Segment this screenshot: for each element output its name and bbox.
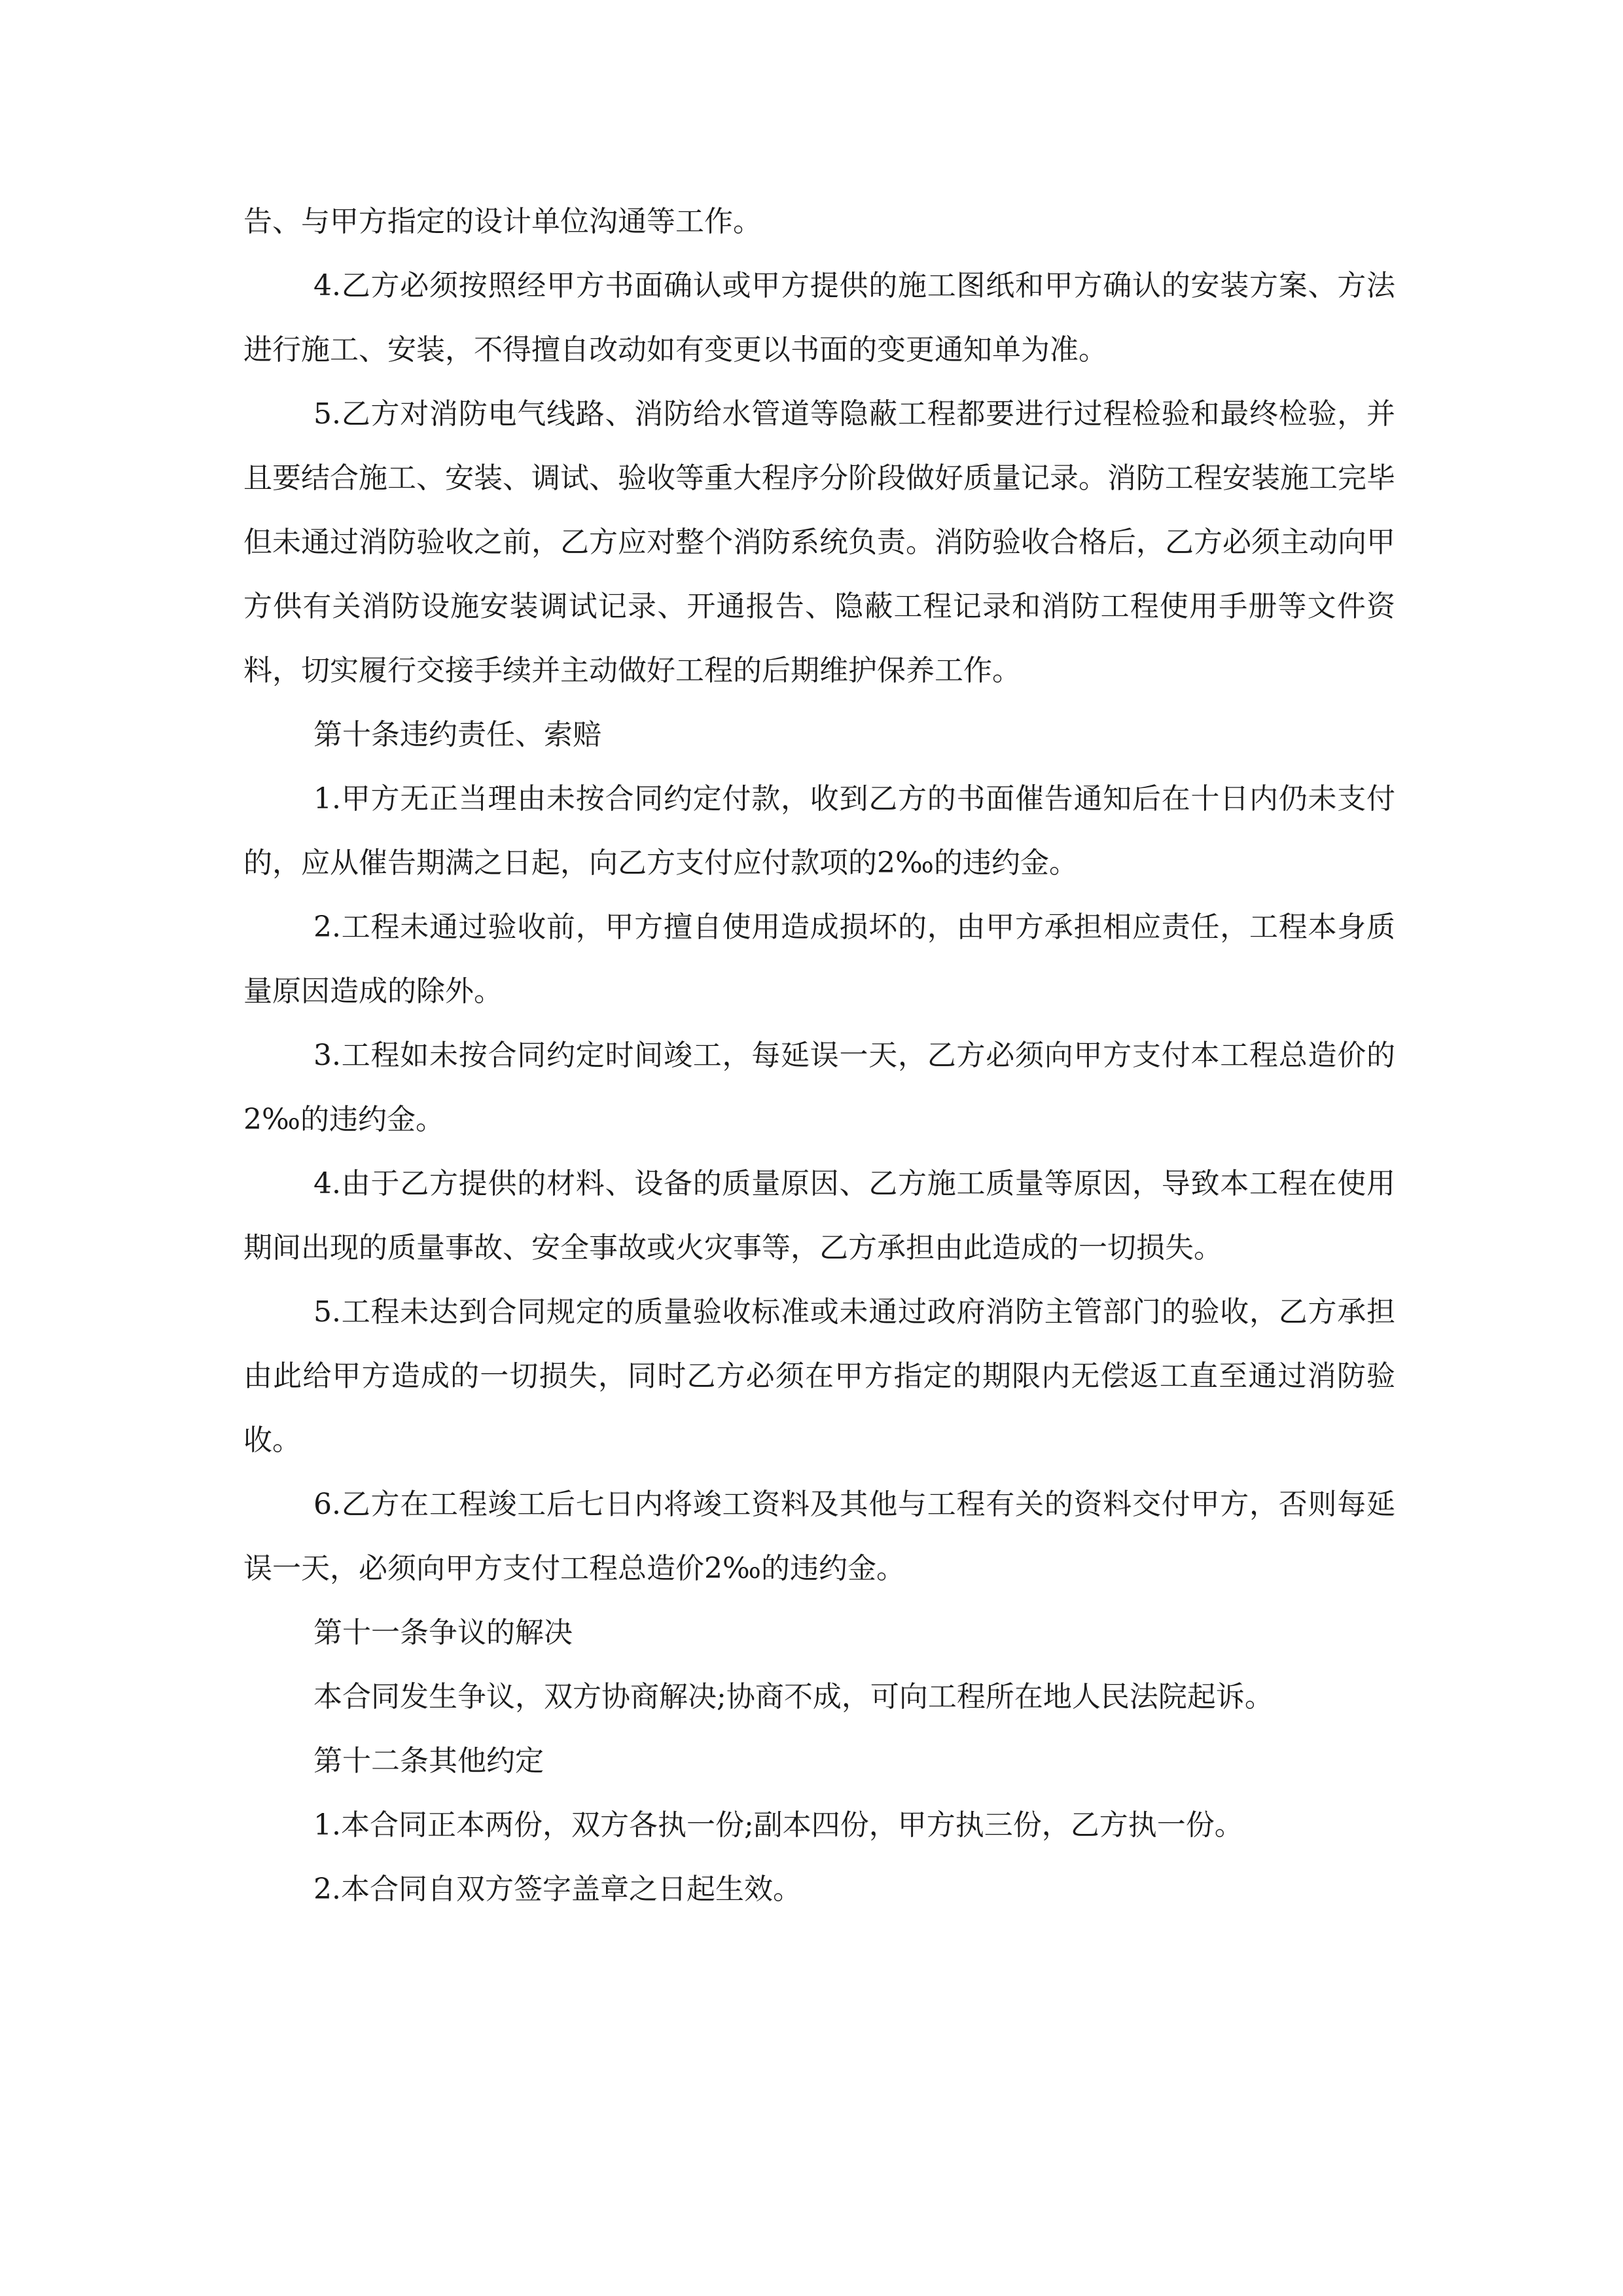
paragraph-article-10-item-4: 4.由于乙方提供的材料、设备的质量原因、乙方施工质量等原因，导致本工程在使用期间出现的质量事故、安全事故或火灾事等，乙方承担由此造成的一切损失。 xyxy=(243,1167,1395,1265)
paragraph-article-12-item-1: 1.本合同正本两份，双方各执一份;副本四份，甲方执三份，乙方执一份。 xyxy=(313,1808,1243,1842)
paragraph-clause-5: 5.乙方对消防电气线路、消防给水管道等隐蔽工程都要进行过程检验和最终检验，并且要结合施工、安装、调试、验收等重大程序分阶段做好质量记录。消防工程安装施工完毕但未通过消防验收之前，乙方应对整个消防系统负责。消防验收合格后，乙方必须主动向甲方供有关消防设施安装调试记录、开通报告、隐蔽工程记录和消防工程使用手册等文件资料，切实履行交接手续并主动做好工程的后期维护保养工作。 xyxy=(243,397,1395,687)
paragraph-article-12-item-2: 2.本合同自双方签字盖章之日起生效。 xyxy=(313,1873,802,1906)
section-heading-article-11: 第十一条争议的解决 xyxy=(313,1616,573,1649)
paragraph-article-10-item-5: 5.工程未达到合同规定的质量验收标准或未通过政府消防主管部门的验收，乙方承担由此给甲方造成的一切损失，同时乙方必须在甲方指定的期限内无偿返工直至通过消防验收。 xyxy=(243,1295,1395,1457)
paragraph-article-10-item-6: 6.乙方在工程竣工后七日内将竣工资料及其他与工程有关的资料交付甲方，否则每延误一天，必须向甲方支付工程总造价2‰的违约金。 xyxy=(243,1488,1395,1585)
section-heading-article-12: 第十二条其他约定 xyxy=(313,1744,544,1778)
document-body xyxy=(243,190,1395,1922)
paragraph-article-10-item-3: 3.工程如未按合同约定时间竣工，每延误一天，乙方必须向甲方支付本工程总造价的2‰的违约金。 xyxy=(243,1039,1395,1136)
paragraph-continuation: 告、与甲方指定的设计单位沟通等工作。 xyxy=(243,205,762,238)
paragraph-article-10-item-2: 2.工程未通过验收前，甲方擅自使用造成损坏的，由甲方承担相应责任，工程本身质量原因造成的除外。 xyxy=(243,910,1395,1008)
paragraph-clause-4: 4.乙方必须按照经甲方书面确认或甲方提供的施工图纸和甲方确认的安装方案、方法进行施工、安装，不得擅自改动如有变更以书面的变更通知单为准。 xyxy=(243,269,1395,367)
paragraph-article-10-item-1: 1.甲方无正当理由未按合同约定付款，收到乙方的书面催告通知后在十日内仍未支付的，应从催告期满之日起，向乙方支付应付款项的2‰的违约金。 xyxy=(243,782,1395,880)
section-heading-article-10: 第十条违约责任、索赔 xyxy=(313,718,601,751)
paragraph-article-11-body: 本合同发生争议，双方协商解决;协商不成，可向工程所在地人民法院起诉。 xyxy=(313,1680,1274,1713)
